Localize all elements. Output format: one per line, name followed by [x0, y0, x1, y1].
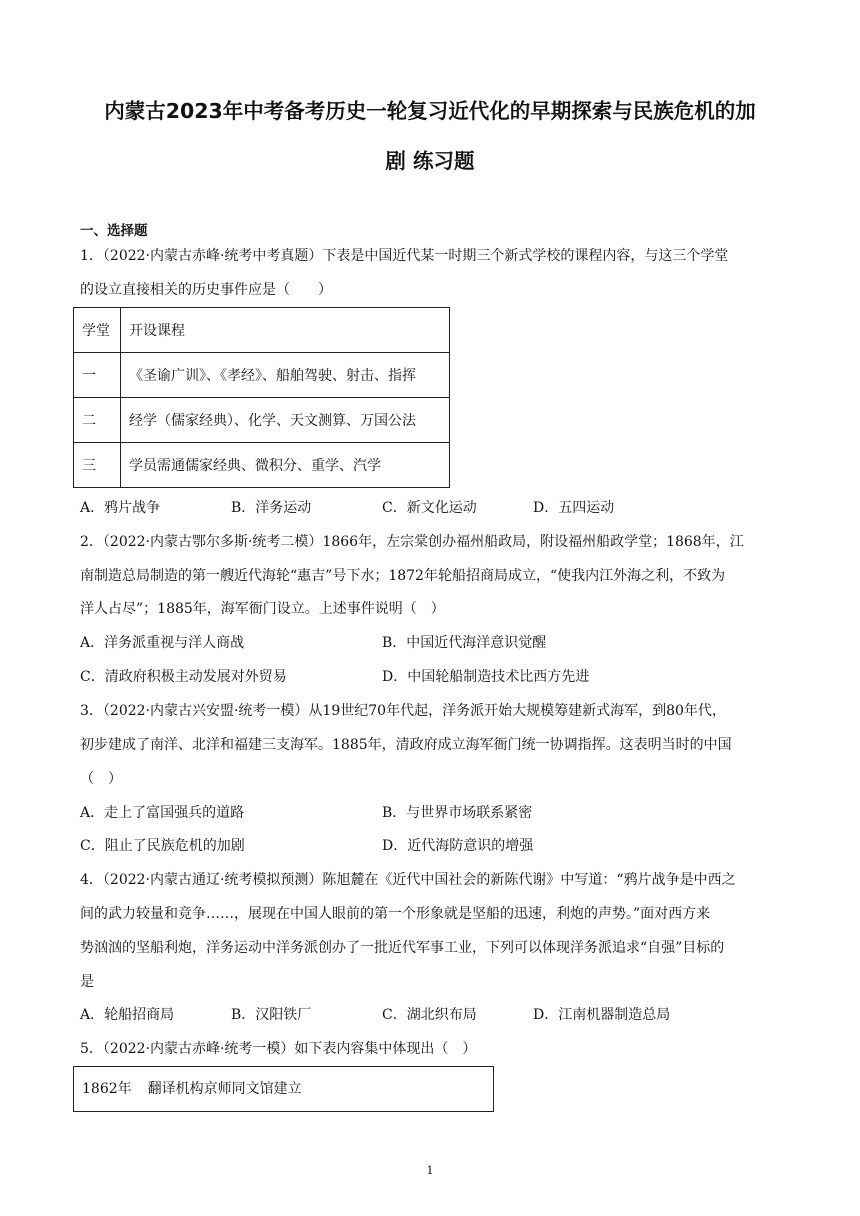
table-cell: 二 [74, 398, 121, 443]
q2-option-c[interactable]: C．清政府积极主动发展对外贸易 [80, 669, 287, 685]
document-title [70, 86, 790, 186]
q1-option-c[interactable]: C．新文化运动 [382, 500, 477, 516]
q1-option-d[interactable]: D．五四运动 [533, 500, 615, 516]
q1-option-a[interactable]: A．鸦片战争 [80, 500, 161, 516]
table-cell: 学员需通儒家经典、微积分、重学、汽学 [121, 443, 450, 488]
table-row [74, 353, 450, 398]
q4-option-b[interactable]: B．汉阳铁厂 [231, 1007, 312, 1023]
title-line-2: 剧 练习题 [385, 149, 475, 173]
q3-stem-line-1: 3．（2022·内蒙古兴安盟·统考一模）从19世纪70年代起，洋务派开始大规模筹建新式海军，到80年代， [80, 703, 726, 719]
section-heading: 一、选择题 [80, 223, 148, 239]
q2-option-d[interactable]: D．中国轮船制造技术比西方先进 [382, 669, 590, 685]
page-number: 1 [426, 1164, 434, 1177]
q3-stem-line-3: （ ） [80, 771, 122, 787]
q1-stem-line-2: 的设立直接相关的历史事件应是（ ） [80, 282, 332, 298]
q4-stem-line-4: 是 [80, 974, 94, 990]
q3-option-d[interactable]: D．近代海防意识的增强 [382, 838, 534, 854]
q5-stem-line-1: 5．（2022·内蒙古赤峰·统考一模）如下表内容集中体现出（ ） [80, 1041, 477, 1057]
q3-option-c[interactable]: C．阻止了民族危机的加剧 [80, 838, 245, 854]
q4-option-c[interactable]: C．湖北织布局 [382, 1007, 477, 1023]
table-header-cell: 学堂 [74, 308, 121, 353]
table-row [74, 443, 450, 488]
table-cell: 经学（儒家经典）、化学、天文测算、万国公法 [121, 398, 450, 443]
q2-stem-line-1: 2．（2022·内蒙古鄂尔多斯·统考二模）1866年，左宗棠创办福州船政局，附设福州船政学堂；1868年，江 [80, 534, 744, 550]
q4-option-d[interactable]: D．江南机器制造总局 [533, 1007, 671, 1023]
title-line-1: 内蒙古2023年中考备考历史一轮复习近代化的早期探索与民族危机的加 [104, 99, 756, 123]
q3-option-b[interactable]: B．与世界市场联系紧密 [382, 805, 533, 821]
q5-event-year: 1862年 [82, 1081, 132, 1097]
q3-option-a[interactable]: A．走上了富国强兵的道路 [80, 805, 245, 821]
q4-option-a[interactable]: A．轮船招商局 [80, 1007, 175, 1023]
q1-course-table [73, 307, 450, 488]
q4-stem-line-1: 4．（2022·内蒙古通辽·统考模拟预测）陈旭麓在《近代中国社会的新陈代谢》中写道：“鸦片战争是中西之 [80, 872, 736, 888]
table-header-row [74, 308, 450, 353]
table-header-cell: 开设课程 [121, 308, 450, 353]
q5-event-text: 翻译机构京师同文馆建立 [147, 1081, 302, 1097]
q2-option-a[interactable]: A．洋务派重视与洋人商战 [80, 635, 245, 651]
q4-stem-line-3: 势汹汹的坚船利炮，洋务运动中洋务派创办了一批近代军事工业，下列可以体现洋务派追求“自强”目标的 [80, 940, 725, 956]
table-cell: 《圣谕广训》、《孝经》、船舶驾驶、射击、指挥 [121, 353, 450, 398]
table-row [74, 398, 450, 443]
q1-option-b[interactable]: B．洋务运动 [231, 500, 312, 516]
q4-stem-line-2: 间的武力较量和竞争……，展现在中国人眼前的第一个形象就是坚船的迅速，利炮的声势。”面对西方来 [80, 906, 711, 922]
q2-stem-line-2: 南制造总局制造的第一艘近代海轮“惠吉”号下水；1872年轮船招商局成立，“使我内江外海之利，不致为 [80, 568, 726, 584]
table-cell: 一 [74, 353, 121, 398]
q5-event-box [73, 1066, 494, 1112]
q3-stem-line-2: 初步建成了南洋、北洋和福建三支海军。1885年，清政府成立海军衙门统一协调指挥。这表明当时的中国 [80, 737, 732, 753]
q1-stem-line-1: 1．（2022·内蒙古赤峰·统考中考真题）下表是中国近代某一时期三个新式学校的课程内容，与这三个学堂 [80, 248, 729, 264]
q2-option-b[interactable]: B．中国近代海洋意识觉醒 [382, 635, 547, 651]
table-cell: 三 [74, 443, 121, 488]
q2-stem-line-3: 洋人占尽”；1885年，海军衙门设立。上述事件说明（ ） [80, 601, 445, 617]
